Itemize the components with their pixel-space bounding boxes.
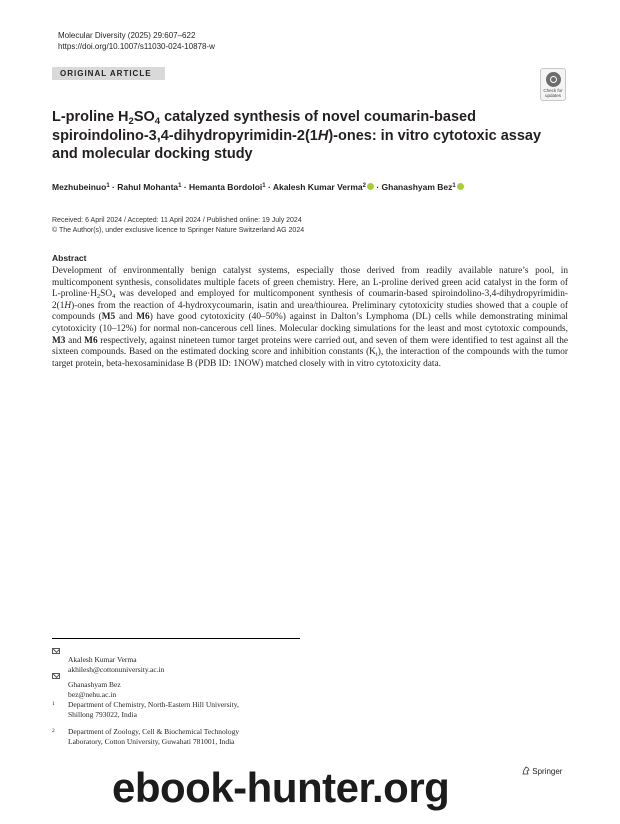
- corresponding-author-name: Akalesh Kumar Verma: [68, 655, 137, 664]
- abstract-part: respectively, against nineteen tumor target proteins were carried out, and seven of them were identified to test against all the sixteen compounds. Based on the estimated docking score and inhibition constants (K: [52, 335, 569, 358]
- affiliation-line: Laboratory, Cotton University, Guwahati 781001, India: [68, 737, 235, 746]
- corresponding-author-email[interactable]: bez@nehu.ac.in: [68, 690, 117, 699]
- affiliation-number: 2: [52, 728, 55, 734]
- compound-label: M6: [136, 312, 150, 323]
- orcid-icon[interactable]: [367, 183, 374, 190]
- corresponding-author-name: Ghanashyam Bez: [68, 680, 121, 689]
- author-name: Hemanta Bordoloi: [189, 182, 263, 192]
- journal-citation: Molecular Diversity (2025) 29:607–622: [58, 31, 196, 40]
- envelope-icon: [52, 648, 60, 654]
- title-subscript: 4: [154, 116, 161, 127]
- affiliation-number: 1: [52, 701, 55, 707]
- title-part: SO: [133, 109, 155, 125]
- abstract-part: )-ones from the reaction of 4-hydroxycoumarin, isatin and urea/thiourea. Preliminary cytotoxicity studies showed that a couple of compounds (: [52, 300, 568, 323]
- title-part: catalyzed synthesis of novel coumarin-based spiroindolino-3,4-dihydropyrimidin-2(1: [52, 109, 476, 144]
- publisher-name: Springer: [532, 767, 563, 776]
- compound-label: M3: [52, 335, 66, 346]
- crossmark-icon: [546, 72, 561, 87]
- abstract-heading: Abstract: [52, 253, 87, 263]
- author-name: Akalesh Kumar Verma: [272, 182, 363, 192]
- author-name: Ghanashyam Bez: [381, 182, 453, 192]
- title-part: L-proline H: [52, 109, 129, 125]
- title-part: )-ones: in vitro cytotoxic assay and molecular docking study: [52, 127, 542, 162]
- doi-link[interactable]: https://doi.org/10.1007/s11030-024-10878-w: [58, 42, 215, 51]
- abstract-subscript: 4: [112, 293, 116, 301]
- check-for-updates-button[interactable]: [540, 68, 566, 101]
- compound-label: M5: [101, 312, 116, 323]
- correspondence-entry: [52, 670, 121, 700]
- author-separator: ·: [109, 182, 118, 192]
- affiliation-marker: 1: [262, 183, 266, 189]
- author-name: Mezhubeinuo: [52, 182, 107, 192]
- author[interactable]: [52, 182, 110, 192]
- publisher-logo: [522, 766, 562, 776]
- affiliation-line: Department of Chemistry, North-Eastern Hill University,: [68, 700, 239, 709]
- author-name: Rahul Mohanta: [117, 182, 179, 192]
- affiliation-marker: 2: [362, 183, 366, 189]
- abstract-text: [52, 266, 568, 370]
- abstract-part: Development of environmentally benign catalyst systems, especially those derived from readily available nature’s pool, in multicomponent synthesis, consolidates multiple facets of green chemistry. Here, an L-proline derived green acid catalyst in the form of L-proline·H: [52, 266, 568, 300]
- abstract-part: and: [115, 312, 137, 323]
- title-italic: H: [317, 127, 329, 144]
- author[interactable]: [273, 182, 374, 192]
- author[interactable]: [117, 182, 181, 192]
- journal-header: [58, 30, 215, 52]
- author-separator: ·: [373, 182, 382, 192]
- publication-dates: [52, 216, 304, 235]
- affiliation-marker: 1: [106, 183, 110, 189]
- author-separator: ·: [265, 182, 273, 192]
- author[interactable]: [189, 182, 266, 192]
- orcid-icon[interactable]: [457, 183, 464, 190]
- abstract-italic: H: [64, 300, 72, 311]
- affiliation-entry: [52, 700, 312, 720]
- affiliation-line: Department of Zoology, Cell & Biochemical Technology: [68, 727, 240, 736]
- article-title: [52, 108, 542, 164]
- abstract-subscript: 2: [96, 293, 101, 301]
- abstract-part: was developed and employed for multicomponent synthesis of coumarin-based spiroindolino-3,4-dihydropyrimidin-2(1: [52, 289, 568, 311]
- check-updates-label: Check for updates: [543, 88, 563, 98]
- abstract-part: SO: [100, 289, 113, 300]
- corresponding-author-email[interactable]: akhilesh@cottonuniversity.ac.in: [68, 665, 165, 674]
- footnote-divider: [52, 638, 300, 639]
- affiliation-marker: 1: [452, 183, 456, 189]
- author[interactable]: [382, 182, 464, 192]
- abstract-part: ) have good cytotoxicity (40–50%) against in Dalton’s Lymphoma (DL) cells while demonstrating minimal cytotoxicity (10–12%) for normal non-cancerous cell lines. Molecular docking simulations for the least and most cytotoxic compounds,: [52, 312, 568, 334]
- dates-line: Received: 6 April 2024 / Accepted: 11 April 2024 / Published online: 19 July 2024: [52, 217, 302, 224]
- watermark-text: ebook-hunter.org: [112, 764, 450, 811]
- abstract-part: ), the interaction of the compounds with the tumor target protein, beta-hexosaminidase B (PDB ID: 1NOW) matched closely with in vitro cytotoxicity data.: [52, 347, 568, 369]
- envelope-icon: [52, 673, 60, 679]
- article-type-label: ORIGINAL ARTICLE: [52, 67, 165, 80]
- springer-horse-icon: [522, 766, 530, 775]
- copyright-line: © The Author(s), under exclusive licence to Springer Nature Switzerland AG 2024: [52, 226, 305, 234]
- affiliation-marker: 1: [178, 183, 182, 189]
- affiliation-line: Shillong 793022, India: [68, 710, 137, 719]
- affiliation-entry: [52, 727, 312, 747]
- abstract-subscript: i: [375, 351, 378, 359]
- compound-label: M6: [84, 335, 98, 346]
- author-list: [52, 181, 572, 193]
- title-subscript: 2: [128, 116, 134, 127]
- abstract-part: and: [65, 335, 85, 346]
- author-separator: ·: [181, 182, 190, 192]
